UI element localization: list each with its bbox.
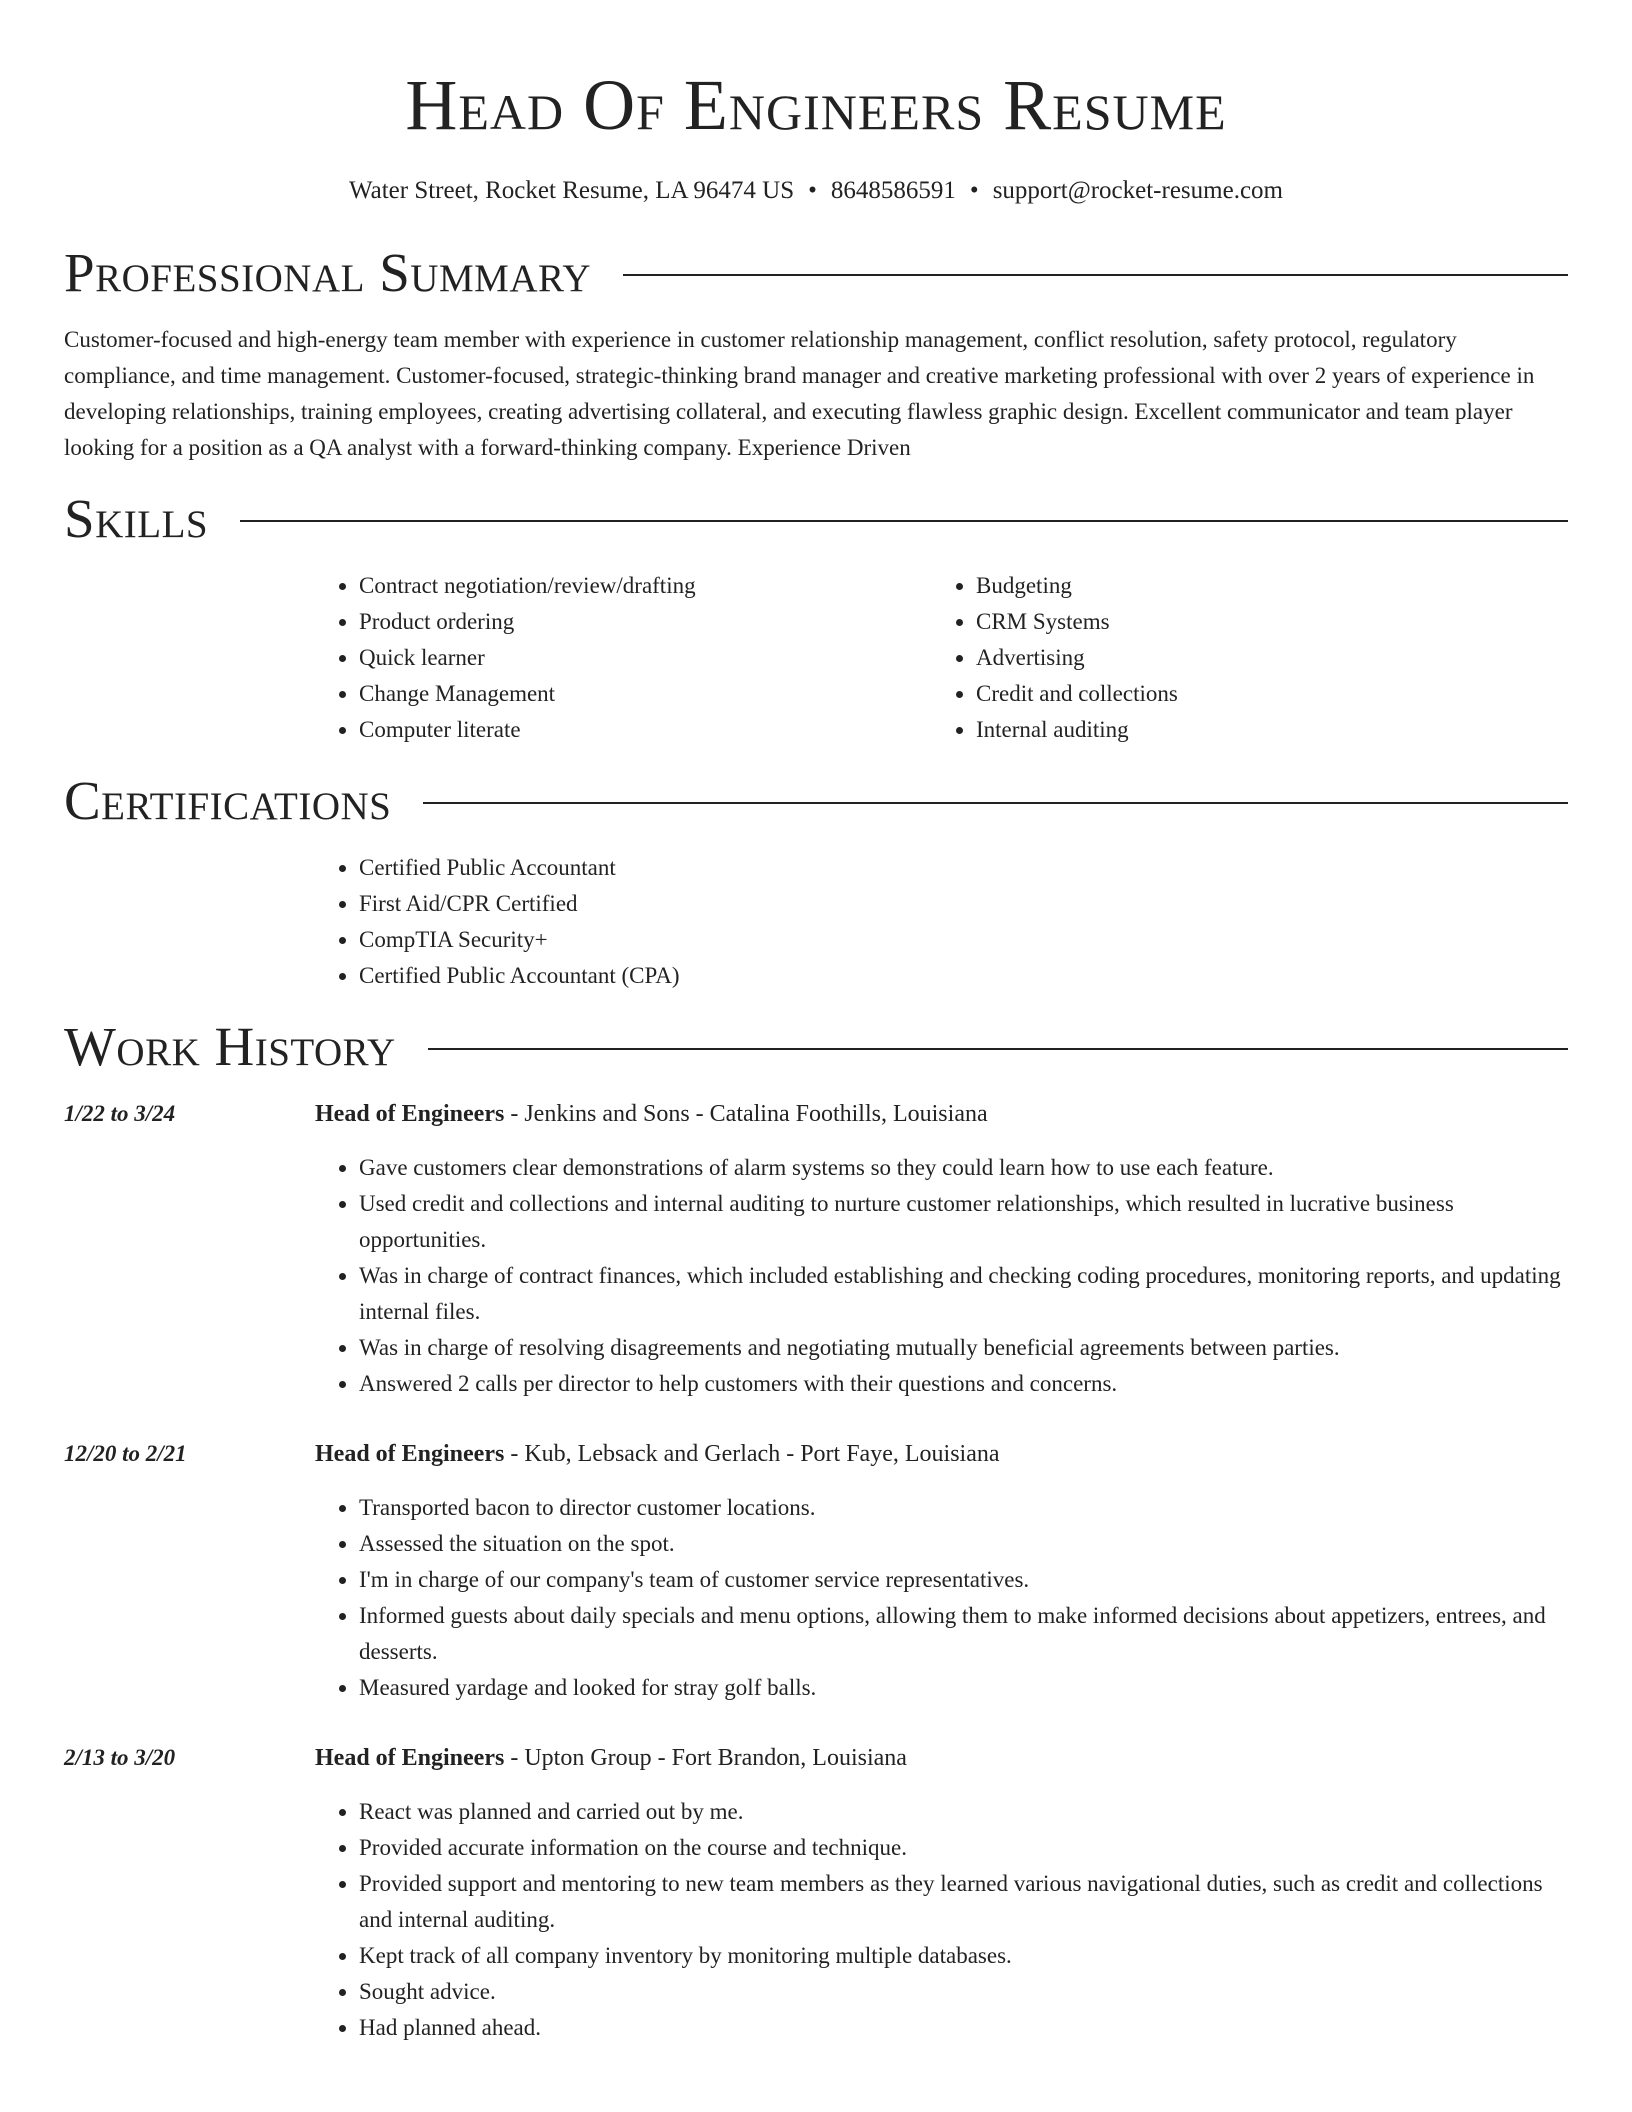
list-item: • Budgeting: [976, 568, 1178, 604]
list-item: • Was in charge of resolving disagreements and negotiating mutually beneficial agreements between parties.: [359, 1330, 1568, 1366]
certifications-section-header: [64, 766, 1568, 836]
list-item: • Was in charge of contract finances, which included establishing and checking coding procedures, monitoring reports, and updating internal files.: [359, 1258, 1568, 1330]
list-item: • First Aid/CPR Certified: [359, 886, 1568, 922]
section-divider: [423, 802, 1568, 804]
job-role: Head of Engineers: [315, 1440, 505, 1467]
contact-separator: •: [969, 177, 979, 204]
list-item: • Sought advice.: [359, 1974, 1568, 2010]
skills-section-header: [64, 484, 1568, 554]
list-item: • Answered 2 calls per director to help customers with their questions and concerns.: [359, 1366, 1568, 1402]
job-duties: [315, 1490, 1568, 1706]
contact-separator: •: [808, 177, 817, 204]
list-item: • Product ordering: [359, 604, 932, 640]
job-title: [315, 1441, 1000, 1468]
list-item: • Provided accurate information on the course and technique.: [359, 1830, 1568, 1866]
job-organization: - Kub, Lebsack and Gerlach - Port Faye, Louisiana: [504, 1440, 1000, 1467]
work-entry: [64, 1740, 1568, 2046]
list-item: • CRM Systems: [976, 604, 1178, 640]
work-history-section-header: [64, 1012, 1568, 1082]
contact-line: [64, 174, 1568, 208]
summary-section-header: [64, 238, 1568, 308]
list-item: • I'm in charge of our company's team of customer service representatives.: [359, 1562, 1568, 1598]
section-divider: [240, 520, 1568, 522]
job-organization: - Upton Group - Fort Brandon, Louisiana: [504, 1744, 907, 1771]
job-duties: [315, 1150, 1568, 1402]
list-item: • Assessed the situation on the spot.: [359, 1526, 1568, 1562]
list-item: • Provided support and mentoring to new team members as they learned various navigational duties, such as credit and collections and internal auditing.: [359, 1866, 1568, 1938]
work-entry: [64, 1096, 1568, 1402]
list-item: • Kept track of all company inventory by monitoring multiple databases.: [359, 1938, 1568, 1974]
skills-heading: Skills: [64, 488, 209, 549]
list-item: • Gave customers clear demonstrations of alarm systems so they could learn how to use each feature.: [359, 1150, 1568, 1186]
job-dates: 12/20 to 2/21: [64, 1441, 187, 1466]
certifications-list: [315, 850, 1568, 994]
resume-page: [64, 0, 1568, 2046]
work-history-heading: Work History: [64, 1016, 396, 1077]
job-dates: 2/13 to 3/20: [64, 1745, 176, 1770]
summary-text: Customer-focused and high-energy team member with experience in customer relationship management, conflict resolution, safety protocol, regulatory compliance, and time management. Customer-focused, strategic-thinking brand manager and creative marketing professional with over 2 years of experience in developing relationships, training employees, creating advertising collateral, and executing flawless graphic design. Excellent communicator and team player looking for a position as a QA analyst with a forward-thinking company. Experience Driven: [64, 327, 1535, 460]
job-title: [315, 1745, 907, 1772]
list-item: • CompTIA Security+: [359, 922, 1568, 958]
job-role: Head of Engineers: [315, 1744, 505, 1771]
job-title: [315, 1101, 988, 1128]
list-item: • Internal auditing: [976, 712, 1178, 748]
list-item: • Certified Public Accountant: [359, 850, 1568, 886]
list-item: • Advertising: [976, 640, 1178, 676]
summary-heading: Professional Summary: [64, 242, 592, 303]
skills-list: [315, 568, 1568, 748]
list-item: • Credit and collections: [976, 676, 1178, 712]
section-divider: [428, 1048, 1568, 1050]
list-item: • React was planned and carried out by me.: [359, 1794, 1568, 1830]
list-item: • Change Management: [359, 676, 932, 712]
list-item: • Transported bacon to director customer locations.: [359, 1490, 1568, 1526]
list-item: • Informed guests about daily specials and menu options, allowing them to make informed decisions about appetizers, entrees, and desserts.: [359, 1598, 1568, 1670]
work-entry: [64, 1436, 1568, 1706]
list-item: • Computer literate: [359, 712, 932, 748]
list-item: • Contract negotiation/review/drafting: [359, 568, 932, 604]
list-item: • Had planned ahead.: [359, 2010, 1568, 2046]
list-item: • Quick learner: [359, 640, 932, 676]
job-organization: - Jenkins and Sons - Catalina Foothills, Louisiana: [504, 1100, 988, 1127]
skills-column-left: [315, 568, 932, 748]
job-dates: 1/22 to 3/24: [64, 1101, 176, 1126]
certifications-heading: Certifications: [64, 770, 392, 831]
section-divider: [623, 274, 1568, 276]
job-role: Head of Engineers: [315, 1100, 505, 1127]
contact-email: support@rocket-resume.com: [992, 177, 1283, 204]
skills-column-right: [932, 568, 1178, 748]
page-title: Head Of Engineers Resume: [405, 65, 1227, 145]
list-item: • Certified Public Accountant (CPA): [359, 958, 1568, 994]
list-item: • Measured yardage and looked for stray golf balls.: [359, 1670, 1568, 1706]
list-item: • Used credit and collections and internal auditing to nurture customer relationships, which resulted in lucrative business opportunities.: [359, 1186, 1568, 1258]
contact-phone: 8648586591: [830, 177, 956, 204]
job-duties: [315, 1794, 1568, 2046]
contact-address: Water Street, Rocket Resume, LA 96474 US: [349, 177, 795, 204]
